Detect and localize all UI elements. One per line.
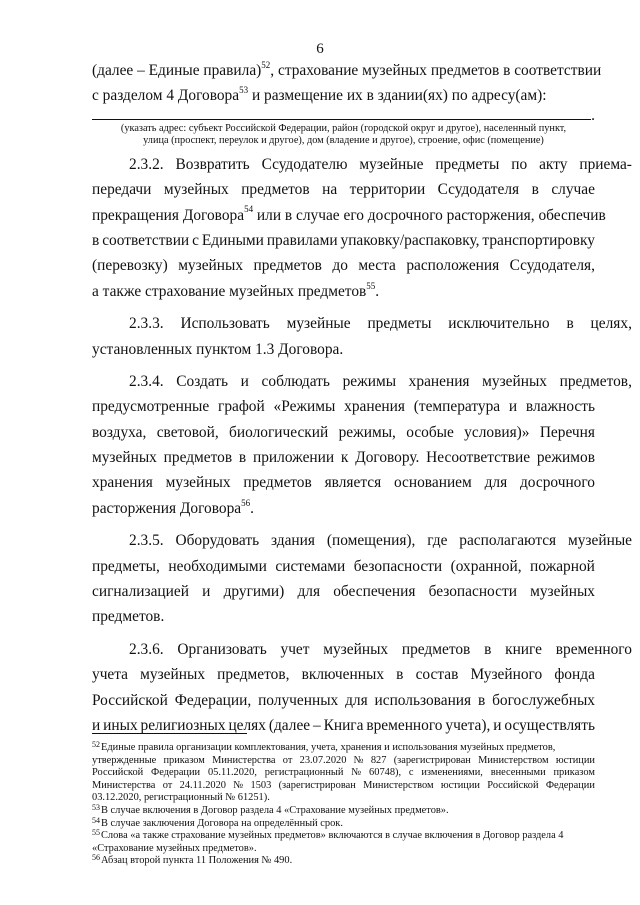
word: осуществлять bbox=[504, 716, 595, 734]
word: (температура bbox=[413, 398, 501, 416]
text-line bbox=[92, 420, 595, 445]
text-segment: или в случае его досрочного расторжения, обеспечив bbox=[253, 206, 606, 224]
word: располагаются bbox=[459, 532, 557, 550]
word: и bbox=[92, 716, 101, 734]
word: «Режимы bbox=[273, 398, 336, 416]
word: Ссудодателя bbox=[437, 181, 520, 199]
word: Музейного bbox=[470, 666, 543, 684]
word: сигнализацией bbox=[92, 583, 189, 601]
word: 2.3.4. bbox=[129, 372, 164, 390]
word: учета), bbox=[445, 716, 491, 734]
address-note-line: улица (проспект, переулок и другое), дом (владение и другое), строение, офис (помещение) bbox=[143, 135, 544, 147]
word: предметов bbox=[253, 257, 322, 275]
word: № bbox=[233, 779, 244, 791]
word: безопасности bbox=[353, 557, 443, 575]
word: иных bbox=[103, 716, 138, 734]
word: Оборудовать bbox=[175, 532, 260, 550]
address-blank-row bbox=[92, 106, 595, 124]
footnote-line bbox=[92, 815, 595, 831]
word: места bbox=[358, 257, 396, 275]
word: воздуха, bbox=[92, 423, 147, 441]
text-line bbox=[92, 554, 595, 579]
word: музейных bbox=[140, 666, 206, 684]
text-line bbox=[92, 311, 632, 336]
footnote-text bbox=[92, 830, 563, 843]
address-blank-line bbox=[92, 119, 591, 120]
word: в bbox=[566, 315, 574, 333]
word: состав bbox=[415, 666, 459, 684]
word: полученных bbox=[258, 691, 339, 709]
word: правилами bbox=[266, 231, 338, 249]
text-fragment bbox=[92, 279, 379, 304]
word: упаковку/распаковку, bbox=[340, 231, 480, 249]
word: предметов, bbox=[559, 372, 632, 390]
text-line bbox=[92, 83, 595, 108]
word: утвержденные bbox=[92, 754, 157, 766]
word: для bbox=[345, 691, 368, 709]
word: другими) bbox=[223, 583, 285, 601]
word: предметов, bbox=[217, 666, 290, 684]
word: (далее bbox=[268, 716, 311, 734]
word: 1503 bbox=[250, 779, 272, 791]
word: системами bbox=[275, 557, 346, 575]
word: – bbox=[312, 716, 321, 734]
word: в bbox=[238, 449, 247, 467]
word: (помещения), bbox=[326, 532, 416, 550]
footnote-segment: В случае заключения Договора на определённый срок. bbox=[101, 817, 343, 829]
word: 05.11.2020, bbox=[207, 767, 257, 779]
word: 827 bbox=[370, 754, 387, 766]
word: случае bbox=[551, 181, 595, 199]
word: музейных bbox=[482, 372, 547, 390]
text-line bbox=[92, 713, 595, 738]
footnote-line bbox=[92, 767, 595, 780]
word: (перевозку) bbox=[92, 257, 168, 275]
word: предметов bbox=[401, 640, 471, 658]
text-fragment bbox=[92, 83, 547, 108]
word: юстиции bbox=[440, 779, 480, 791]
text-line bbox=[92, 662, 595, 687]
word: к bbox=[340, 449, 349, 467]
word: предусмотренные bbox=[92, 398, 210, 416]
word: Ссудодателя, bbox=[509, 257, 595, 275]
word: Создать bbox=[176, 372, 229, 390]
text-line bbox=[92, 279, 595, 304]
word: Министерства bbox=[92, 779, 156, 791]
word: Возвратить bbox=[175, 155, 250, 173]
word: Едиными bbox=[201, 231, 264, 249]
word: № bbox=[351, 767, 362, 779]
text-segment: с разделом 4 Договора bbox=[92, 87, 240, 105]
word: для bbox=[484, 474, 508, 492]
address-note-line: (указать адрес: субъект Российской Федерации, район (городской округ и другое), населенный пункт, bbox=[120, 122, 567, 134]
footnote-number: 55 bbox=[92, 828, 100, 838]
footnote-line: «Страхование музейных предметов». bbox=[92, 842, 257, 854]
word: в bbox=[396, 666, 404, 684]
word: и bbox=[508, 398, 518, 416]
word: Российской bbox=[92, 691, 168, 709]
footnote-line bbox=[92, 855, 595, 868]
word: графой bbox=[218, 398, 265, 416]
footnote-ref[interactable]: 56 bbox=[241, 497, 251, 508]
footnote-line bbox=[92, 742, 595, 755]
footnote-line: 03.12.2020, регистрационный № 61251). bbox=[92, 792, 270, 804]
footnote-segment: Абзац второй пункта 11 Положения № 490. bbox=[101, 855, 293, 867]
word: от bbox=[282, 754, 293, 766]
word: Книга bbox=[323, 716, 364, 734]
word: особые bbox=[406, 423, 454, 441]
word: и bbox=[240, 372, 249, 390]
word: богослужебных bbox=[492, 691, 595, 709]
word: расположения bbox=[406, 257, 500, 275]
word: с bbox=[192, 231, 199, 249]
footnotes bbox=[92, 742, 595, 868]
word: предметов bbox=[163, 449, 233, 467]
word: (зарегистрирован bbox=[393, 754, 471, 766]
word: исключительно bbox=[448, 315, 550, 333]
word: до bbox=[332, 257, 348, 275]
text-fragment bbox=[92, 203, 606, 228]
text-segment bbox=[92, 177, 595, 202]
word: хранения bbox=[408, 372, 470, 390]
word: Использовать bbox=[180, 315, 270, 333]
text-segment: . bbox=[375, 282, 380, 300]
word: музейных bbox=[178, 257, 244, 275]
word: 2.3.5. bbox=[129, 532, 164, 550]
word: и bbox=[202, 583, 211, 601]
word: режимы bbox=[342, 372, 397, 390]
word: биологический bbox=[229, 423, 329, 441]
footnote-line bbox=[92, 830, 595, 843]
text-segment: (далее – Единые правила) bbox=[92, 62, 262, 79]
word: Министерства bbox=[212, 754, 276, 766]
word: пожарной bbox=[530, 557, 595, 575]
word: музейных bbox=[165, 474, 231, 492]
word: необходимыми bbox=[168, 557, 267, 575]
word: 2.3.3. bbox=[129, 315, 164, 333]
word: является bbox=[324, 474, 382, 492]
word: передачи bbox=[92, 181, 152, 199]
word: фонда bbox=[554, 666, 595, 684]
footnote-line bbox=[92, 802, 595, 818]
footnote-ref[interactable]: 55 bbox=[366, 280, 376, 291]
footnote-number: 54 bbox=[92, 815, 100, 825]
word: предметы, bbox=[92, 557, 160, 575]
footnote-segment: Единые правила организации комплектования, учета, хранения и использования музейных предметов, bbox=[101, 742, 556, 753]
word: досрочного bbox=[519, 474, 595, 492]
word: регистрационный bbox=[264, 767, 344, 779]
word: временного bbox=[555, 640, 632, 658]
word: музейных bbox=[92, 449, 157, 467]
word: внесенными bbox=[490, 767, 546, 779]
word: обеспечения bbox=[333, 583, 416, 601]
text-fragment bbox=[92, 496, 254, 521]
word: Перечня bbox=[539, 423, 595, 441]
word: № bbox=[353, 754, 364, 766]
word: музейных bbox=[530, 583, 595, 601]
text-fragment bbox=[92, 58, 601, 83]
footnote-ref[interactable]: 54 bbox=[244, 204, 254, 215]
word: хранения bbox=[344, 398, 405, 416]
footnote-line bbox=[92, 755, 595, 768]
footnote-ref[interactable]: 53 bbox=[239, 85, 249, 96]
text-line bbox=[92, 470, 595, 495]
word: от bbox=[162, 779, 173, 791]
word: Федерации, bbox=[174, 691, 252, 709]
text-line: установленных пунктом 1.3 Договора. bbox=[92, 340, 344, 358]
word: в bbox=[477, 691, 486, 709]
word: режимы, bbox=[338, 423, 396, 441]
word: целях bbox=[228, 716, 266, 734]
word: Ссудодателю bbox=[261, 155, 348, 173]
word: Организовать bbox=[177, 640, 267, 658]
text-line bbox=[92, 528, 632, 553]
text-line bbox=[92, 228, 595, 253]
word: территории bbox=[349, 181, 426, 199]
footnote-segment: В случае включения в Договор раздела 4 «Страхование музейных предметов». bbox=[101, 804, 449, 816]
word: музейные bbox=[286, 315, 351, 333]
page-number: 6 bbox=[316, 41, 324, 57]
word: с bbox=[408, 767, 414, 779]
text-line bbox=[92, 637, 632, 662]
word: 2.3.2. bbox=[129, 155, 164, 173]
word: приложении bbox=[252, 449, 335, 467]
text-line bbox=[92, 152, 632, 177]
word: для bbox=[297, 583, 321, 601]
word: хранения bbox=[92, 474, 153, 492]
word: предметов bbox=[243, 474, 312, 492]
word: транспортировку bbox=[482, 231, 595, 249]
text-segment: , страхование музейных предметов в соответствии bbox=[270, 62, 602, 79]
text-segment: прекращения Договора bbox=[92, 206, 245, 224]
word: предметы bbox=[435, 155, 500, 173]
word: приема- bbox=[579, 155, 632, 173]
word: музейные bbox=[568, 532, 632, 550]
word: Российской bbox=[92, 767, 144, 779]
word: приказом bbox=[163, 754, 205, 766]
word: где bbox=[427, 532, 448, 550]
word: безопасности bbox=[428, 583, 517, 601]
text-segment: . bbox=[250, 499, 254, 517]
text-line bbox=[92, 369, 632, 394]
word: Российской bbox=[487, 779, 539, 791]
footnote-line bbox=[92, 780, 595, 793]
word: соответствии bbox=[102, 231, 190, 249]
word: Несоответствие bbox=[426, 449, 531, 467]
word: включенных bbox=[301, 666, 385, 684]
word: влажность bbox=[525, 398, 595, 416]
footnote-number: 53 bbox=[92, 802, 100, 812]
word: 2.3.6. bbox=[129, 640, 164, 658]
word: Федерации bbox=[545, 779, 595, 791]
word: учета bbox=[92, 666, 129, 684]
word: Договору. bbox=[355, 449, 420, 467]
word: предметов bbox=[241, 181, 310, 199]
word: в bbox=[484, 640, 492, 658]
text-segment: и размещение их в здании(ях) по адресу(ам): bbox=[248, 87, 547, 105]
word: изменениями, bbox=[421, 767, 483, 779]
word: музейных bbox=[323, 640, 389, 658]
word: 60748), bbox=[369, 767, 402, 779]
word: предметы bbox=[367, 315, 432, 333]
word: режимов bbox=[536, 449, 595, 467]
address-period: . bbox=[591, 106, 595, 124]
footnote-number: 52 bbox=[92, 740, 100, 749]
word: музейных bbox=[163, 181, 229, 199]
text-line bbox=[92, 177, 595, 202]
text-segment: а также страхование музейных предметов bbox=[92, 282, 367, 300]
address-note bbox=[92, 123, 595, 148]
word: религиозных bbox=[140, 716, 226, 734]
document-body bbox=[92, 58, 632, 738]
word: в bbox=[92, 231, 100, 249]
word: использования bbox=[374, 691, 472, 709]
word: здания bbox=[270, 532, 315, 550]
word: приказом bbox=[553, 767, 595, 779]
word: книге bbox=[505, 640, 542, 658]
word: учет bbox=[280, 640, 310, 658]
text-line bbox=[92, 688, 595, 713]
word: Федерации bbox=[151, 767, 201, 779]
word: по bbox=[511, 155, 528, 173]
word: в bbox=[531, 181, 539, 199]
word: музейные bbox=[359, 155, 424, 173]
word: акту bbox=[539, 155, 568, 173]
word: юстиции bbox=[555, 754, 595, 766]
footnote-separator bbox=[92, 733, 247, 734]
word: 24.11.2020 bbox=[179, 779, 226, 791]
word: соблюдать bbox=[261, 372, 330, 390]
word: условия)» bbox=[464, 423, 530, 441]
text-segment: расторжения Договора bbox=[92, 499, 242, 517]
word: Министерством bbox=[363, 779, 434, 791]
word: и bbox=[493, 716, 502, 734]
word: 23.07.2020 bbox=[299, 754, 347, 766]
text-line bbox=[92, 203, 606, 228]
text-line bbox=[92, 58, 602, 83]
footnote-text bbox=[92, 742, 555, 755]
footnote-ref[interactable]: 52 bbox=[261, 59, 271, 70]
text-line: предметов. bbox=[92, 608, 165, 626]
footnote-number: 56 bbox=[92, 853, 100, 863]
text-line bbox=[92, 496, 595, 521]
word: на bbox=[322, 181, 338, 199]
footnote-segment: Слова «а также страхование музейных предметов» включаются в случае включения в Договор раздела 4 bbox=[101, 830, 564, 842]
word: (охранной, bbox=[450, 557, 522, 575]
text-line bbox=[92, 394, 595, 419]
word: временного bbox=[366, 716, 443, 734]
text-line bbox=[92, 579, 595, 604]
word: основанием bbox=[393, 474, 472, 492]
text-line bbox=[92, 445, 595, 470]
word: Министерством bbox=[478, 754, 549, 766]
word: целях, bbox=[590, 315, 632, 333]
text-line bbox=[92, 253, 595, 278]
word: световой, bbox=[156, 423, 219, 441]
word: (зарегистрирован bbox=[278, 779, 356, 791]
